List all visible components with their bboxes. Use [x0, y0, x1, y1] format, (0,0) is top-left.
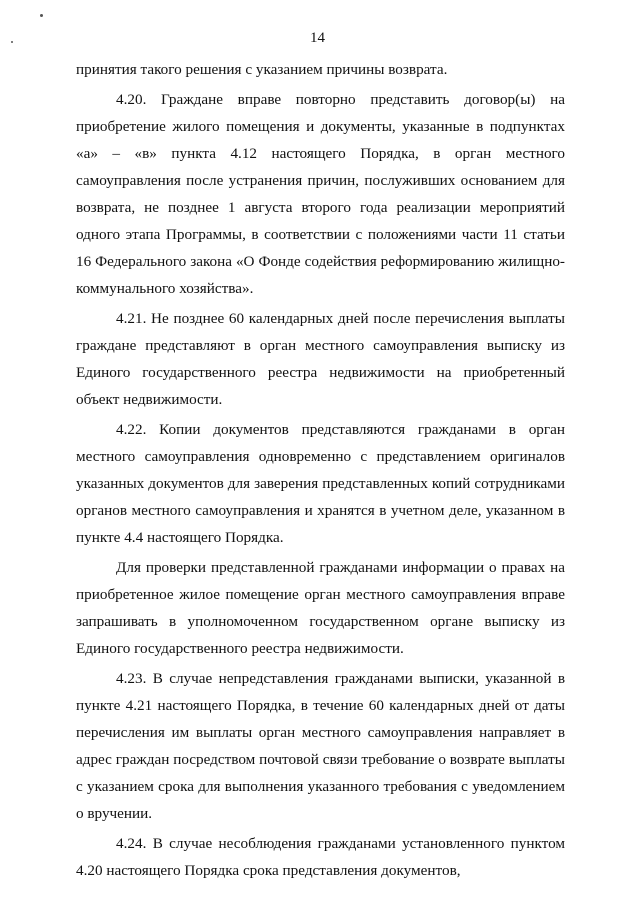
- paragraph-4-20: 4.20. Граждане вправе повторно представить договор(ы) на приобретение жилого помещения и документы, указанные в подпунктах «а» – «в» пункта 4.12 настоящего Порядка, в орган местного самоуправления после устранения причин, послуживших основанием для возврата, не позднее 1 августа второго года реализации мероприятий одного этапа Программы, в соответствии с положениями части 11 статьи 16 Федерального закона «О Фонде содействия реформированию жилищно-коммунального хозяйства».: [76, 91, 565, 297]
- document-body: [76, 56, 565, 884]
- paragraph-4-24: 4.24. В случае несоблюдения гражданами установленного пунктом 4.20 настоящего Порядка срока представления документов,: [76, 835, 565, 879]
- paragraph-verification: Для проверки представленной гражданами информации о правах на приобретенное жилое помещение орган местного самоуправления вправе запрашивать в уполномоченном государственном органе выписку из Единого государственного реестра недвижимости.: [76, 559, 565, 657]
- page-number: 14: [310, 30, 325, 46]
- paragraph-4-22: 4.22. Копии документов представляются гражданами в орган местного самоуправления одновременно с представлением оригиналов указанных документов для заверения представленных копий сотрудниками органов местного самоуправления и хранятся в учетном деле, указанном в пункте 4.4 настоящего Порядка.: [76, 421, 565, 546]
- scan-speck: [40, 14, 43, 17]
- paragraph-4-21: 4.21. Не позднее 60 календарных дней после перечисления выплаты граждане представляют в орган местного самоуправления выписку из Единого государственного реестра недвижимости на приобретенный объект недвижимости.: [76, 310, 565, 408]
- paragraph-4-23: 4.23. В случае непредставления гражданами выписки, указанной в пункте 4.21 настоящего Порядка, в течение 60 календарных дней от даты перечисления им выплаты орган местного самоуправления направляет в адрес граждан посредством почтовой связи требование о возврате выплаты с указанием срока для выполнения указанного требования с уведомлением о вручении.: [76, 670, 565, 822]
- paragraph-continuation: принятия такого решения с указанием причины возврата.: [76, 61, 448, 78]
